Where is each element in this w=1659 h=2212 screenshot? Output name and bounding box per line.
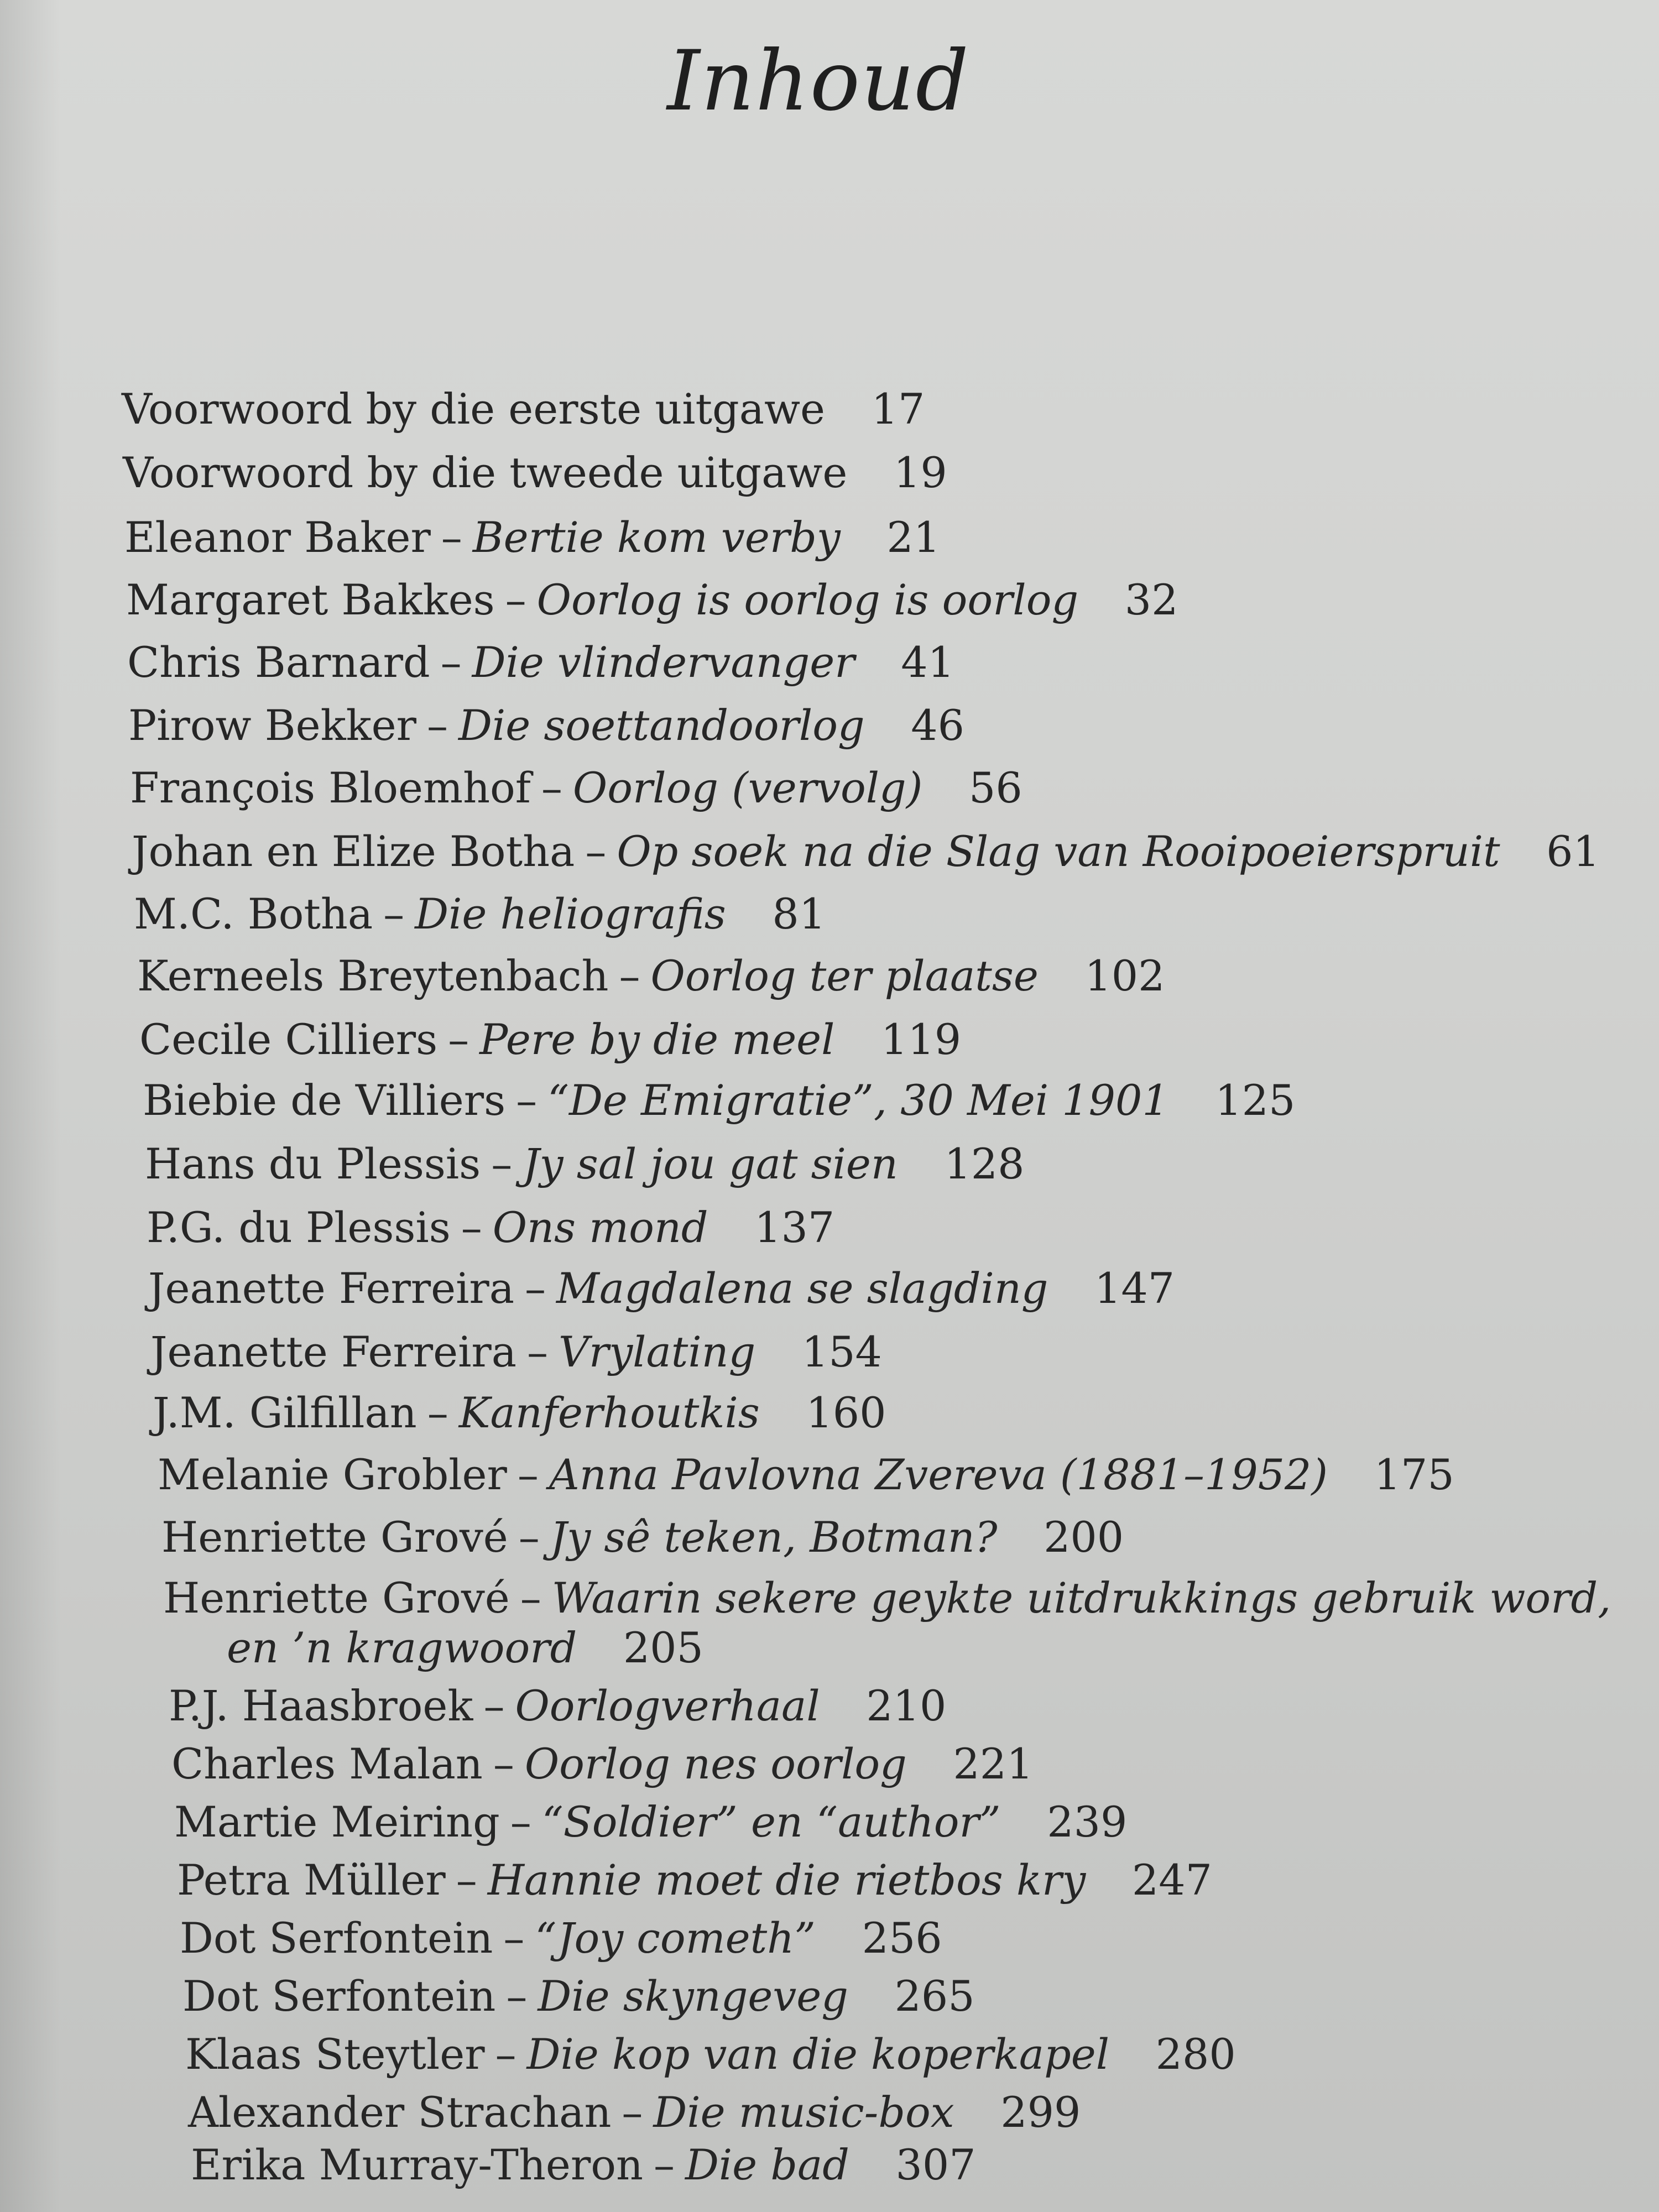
- entry-page-number: 160: [806, 1388, 886, 1437]
- entry-separator: –: [461, 1203, 482, 1252]
- entry-page-number: 147: [1094, 1264, 1175, 1313]
- entry-work-title: Die skyngeveg: [538, 1971, 848, 2021]
- entry-author: Johan en Elize Botha: [132, 827, 575, 876]
- entry-work-title: Bertie kom verby: [472, 513, 841, 562]
- entry-page-number: 21: [886, 513, 941, 562]
- entry-page-number: 154: [801, 1327, 882, 1376]
- entry-separator: –: [440, 638, 462, 687]
- entry-page-number: 61: [1546, 827, 1600, 876]
- entry-page-number: 256: [862, 1913, 942, 1963]
- entry-work-title: Oorlog (vervolg): [572, 763, 923, 812]
- entry-author: Jeanette Ferreira: [150, 1327, 517, 1376]
- toc-entry: [130, 760, 1022, 816]
- entry-work-title: Oorlog is oorlog is oorlog: [536, 575, 1079, 624]
- toc-entry: [182, 1969, 975, 2024]
- toc-entry: [132, 824, 1600, 879]
- entry-author: Jeanette Ferreira: [148, 1264, 515, 1313]
- entry-separator: –: [518, 1512, 540, 1562]
- entry-page-number: 56: [968, 763, 1022, 812]
- entry-separator: –: [516, 1076, 538, 1125]
- entry-page-number: 210: [866, 1681, 947, 1730]
- entry-work-title: Anna Pavlovna Zvereva (1881–1952): [549, 1450, 1328, 1499]
- entry-page-number: 221: [953, 1739, 1034, 1788]
- toc-entry: [188, 2085, 1081, 2140]
- entry-work-title: Die music-box: [653, 2088, 954, 2137]
- toc-entry: [127, 635, 954, 690]
- entry-page-number: 119: [881, 1015, 962, 1064]
- entry-author: Erika Murray-Theron: [191, 2140, 643, 2189]
- entry-page-number: 46: [911, 701, 964, 750]
- entry-author: François Bloemhof: [130, 763, 531, 812]
- entry-page-number: 265: [894, 1971, 975, 2021]
- entry-separator: –: [619, 951, 640, 1000]
- toc-entry: [161, 1510, 1124, 1565]
- entry-page-number: 239: [1047, 1797, 1128, 1846]
- entry-separator: –: [541, 763, 562, 812]
- entry-page-number: 247: [1131, 1855, 1212, 1905]
- entry-separator: –: [448, 1015, 469, 1064]
- entry-page-number: 32: [1124, 575, 1178, 624]
- entry-page-number: 137: [754, 1203, 835, 1252]
- toc-entry: [147, 1200, 834, 1255]
- toc-entry: [128, 698, 964, 753]
- entry-author: Dot Serfontein: [180, 1913, 493, 1963]
- entry-work-title: Oorlogverhaal: [515, 1681, 820, 1730]
- entry-author: Henriette Grové: [163, 1573, 510, 1623]
- entry-work-title: Op soek na die Slag van Rooipoeierspruit: [617, 827, 1500, 876]
- entry-separator: –: [585, 827, 607, 876]
- entry-title: Voorwoord by die tweede uitgawe: [123, 448, 848, 497]
- entry-work-title: “Joy cometh”: [535, 1913, 816, 1963]
- entry-author: J.M. Gilfillan: [153, 1388, 417, 1437]
- entry-author: Kerneels Breytenbach: [137, 951, 609, 1000]
- toc-entry: [191, 2137, 976, 2193]
- entry-page-number: 81: [772, 889, 826, 938]
- entry-work-title: Pere by die meel: [479, 1015, 835, 1064]
- entry-author: M.C. Botha: [134, 889, 373, 938]
- entry-work-title: Die heliografis: [415, 889, 726, 938]
- entry-author: Biebie de Villiers: [143, 1076, 506, 1125]
- entry-author: Dot Serfontein: [182, 1971, 496, 2021]
- entry-author: Charles Malan: [171, 1739, 483, 1788]
- toc-entry: [227, 1620, 703, 1676]
- toc-entry: [143, 1073, 1295, 1128]
- entry-separator: –: [491, 1139, 513, 1188]
- entry-page-number: 200: [1044, 1512, 1124, 1562]
- entry-page-number: 205: [623, 1623, 703, 1672]
- toc-entry: [145, 1136, 1025, 1192]
- entry-page-number: 128: [944, 1139, 1025, 1188]
- entry-work-title: Oorlog nes oorlog: [524, 1739, 907, 1788]
- entry-page-number: 175: [1374, 1450, 1454, 1499]
- entry-author: Eleanor Baker: [124, 513, 431, 562]
- entry-separator: –: [483, 1681, 505, 1730]
- toc-entry: [153, 1385, 886, 1441]
- entry-separator: –: [517, 1450, 539, 1499]
- entry-page-number: 19: [894, 448, 947, 497]
- toc-entry: [169, 1678, 946, 1734]
- entry-separator: –: [503, 1913, 525, 1963]
- entry-separator: –: [527, 1327, 549, 1376]
- entry-page-number: 102: [1084, 951, 1165, 1000]
- entry-author: P.J. Haasbroek: [169, 1681, 473, 1730]
- entry-page-number: 41: [901, 638, 954, 687]
- entry-author: Alexander Strachan: [188, 2088, 612, 2137]
- entry-author: Hans du Plessis: [145, 1139, 481, 1188]
- toc-entry: [180, 1911, 942, 1966]
- entry-work-title: Hannie moet die rietbos kry: [487, 1855, 1086, 1905]
- toc-entry: [158, 1447, 1454, 1503]
- entry-author: Pirow Bekker: [128, 701, 416, 750]
- entry-page-number: 307: [895, 2140, 976, 2189]
- toc-entry: [122, 382, 925, 437]
- entry-separator: –: [520, 1573, 541, 1623]
- entry-separator: –: [525, 1264, 546, 1313]
- entry-author: Melanie Grobler: [158, 1450, 507, 1499]
- entry-author: Martie Meiring: [174, 1797, 500, 1846]
- entry-separator: –: [427, 1388, 448, 1437]
- entry-work-title: “Soldier” en “author”: [541, 1797, 1001, 1846]
- entry-separator: –: [510, 1797, 531, 1846]
- entry-separator: –: [383, 889, 405, 938]
- entry-work-title: Ons mond: [492, 1203, 708, 1252]
- entry-work-title: Waarin sekere geykte uitdrukkings gebruik word,: [551, 1573, 1611, 1623]
- entry-page-number: 299: [1000, 2088, 1081, 2137]
- entry-work-title: en ’n kragwoord: [227, 1623, 577, 1672]
- entry-separator: –: [622, 2088, 643, 2137]
- toc-entry: [163, 1571, 1611, 1626]
- entry-work-title: Die vlindervanger: [472, 638, 855, 687]
- entry-author: P.G. du Plessis: [147, 1203, 451, 1252]
- toc-entry: [185, 2027, 1236, 2082]
- toc-entry: [134, 886, 826, 942]
- entry-separator: –: [506, 1971, 528, 2021]
- toc-entry: [174, 1794, 1127, 1850]
- entry-separator: –: [653, 2140, 675, 2189]
- entry-author: Cecile Cilliers: [139, 1015, 438, 1064]
- entry-work-title: Die soettandoorlog: [458, 701, 865, 750]
- entry-author: Klaas Steytler: [185, 2030, 485, 2079]
- entry-author: Petra Müller: [177, 1855, 446, 1905]
- entry-work-title: Jy sê teken, Botman?: [550, 1512, 998, 1562]
- entry-separator: –: [456, 1855, 477, 1905]
- entry-page-number: 17: [871, 384, 925, 434]
- entry-work-title: “De Emigratie”, 30 Mei 1901: [547, 1076, 1169, 1125]
- entry-work-title: Kanferhoutkis: [458, 1388, 760, 1437]
- toc-entry: [150, 1324, 882, 1380]
- entry-separator: –: [505, 575, 526, 624]
- toc-entry: [139, 1012, 961, 1067]
- toc-entry: [148, 1261, 1175, 1316]
- toc-entry: [171, 1736, 1033, 1792]
- toc-entry: [124, 510, 940, 565]
- entry-work-title: Magdalena se slagding: [556, 1264, 1048, 1313]
- page-title: Inhoud: [667, 33, 970, 129]
- entry-separator: –: [426, 701, 448, 750]
- entry-page-number: 125: [1215, 1076, 1296, 1125]
- toc-entry: [177, 1853, 1212, 1908]
- entry-page-number: 280: [1155, 2030, 1236, 2079]
- entry-work-title: Die kop van die koperkapel: [526, 2030, 1110, 2079]
- toc-entry: [123, 445, 947, 500]
- entry-separator: –: [495, 2030, 517, 2079]
- entry-title: Voorwoord by die eerste uitgawe: [122, 384, 826, 434]
- entry-separator: –: [493, 1739, 514, 1788]
- toc-entry: [137, 948, 1165, 1004]
- entry-separator: –: [441, 513, 462, 562]
- entry-author: Chris Barnard: [127, 638, 430, 687]
- entry-work-title: Die bad: [685, 2140, 849, 2189]
- entry-work-title: Oorlog ter plaatse: [650, 951, 1039, 1000]
- entry-work-title: Jy sal jou gat sien: [523, 1139, 898, 1188]
- entry-author: Margaret Bakkes: [126, 575, 495, 624]
- entry-author: Henriette Grové: [161, 1512, 508, 1562]
- toc-entry: [126, 572, 1178, 628]
- entry-work-title: Vrylating: [559, 1327, 756, 1376]
